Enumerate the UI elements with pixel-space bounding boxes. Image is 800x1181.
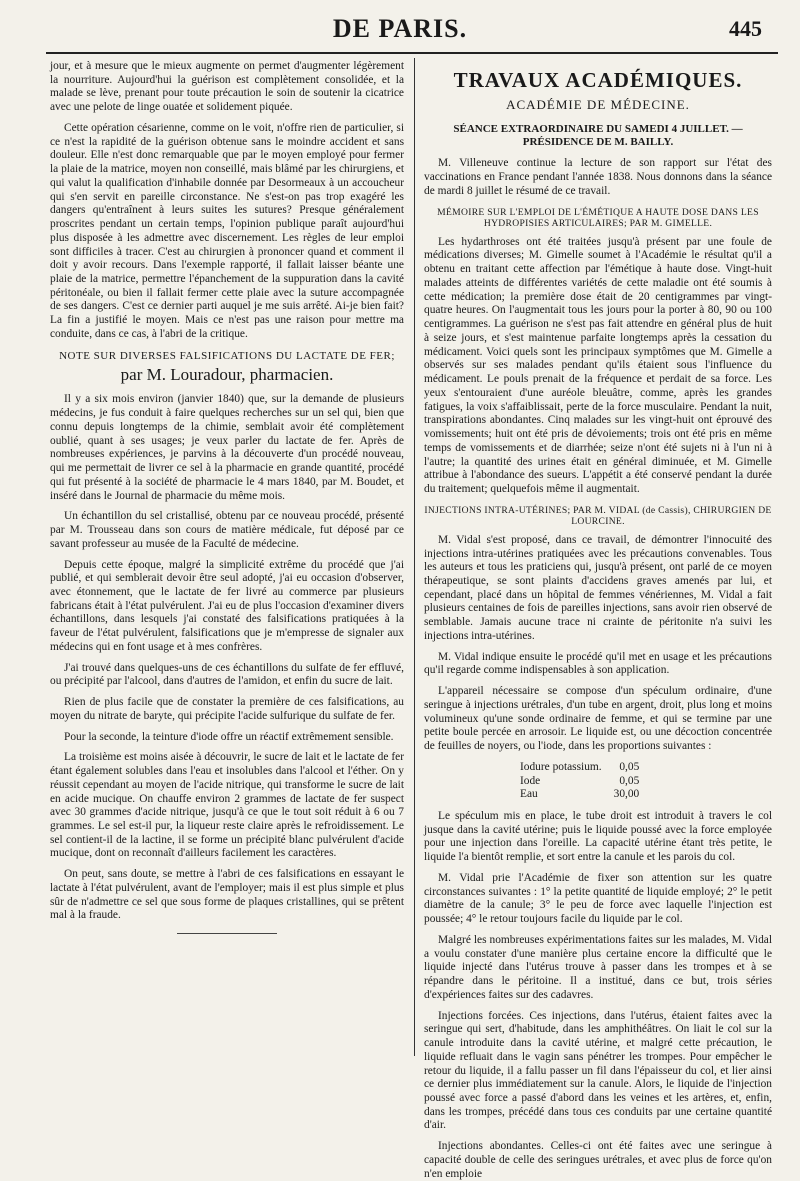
recipe-ingredient: Iodure potassium. bbox=[520, 760, 602, 773]
paragraph: Depuis cette époque, malgré la simplicité extrême du procédé que j'ai publié, et qui semblerait devoir être seul adopté, j'ai eu occasion d'observer, avec étonnement, que le lactate de fer livré au commerce par plusieurs fabricans était à l'état pulvérulent. J'ai eu de plus l'occasion d'examiner divers échantillons, dans lesquels j'ai constaté des falsifications pratiquées à la faveur de l'état pulvérulent, falsifications que je m'empresse de signaler aux médecins qui en font usage et à mes confrères. bbox=[50, 558, 404, 653]
column-divider bbox=[414, 58, 415, 1056]
paragraph: Malgré les nombreuses expérimentations faites sur les malades, M. Vidal a voulu constater d'une manière plus certaine encore la difficulté que le liquide injecté dans l'utérus trouve à passer dans les trompes et à se répandre dans le péritoine. Il a institué, dans ce but, trois séries d'expériences faites sur des cadavres. bbox=[424, 933, 772, 1001]
section-title: TRAVAUX ACADÉMIQUES. bbox=[453, 68, 743, 92]
paragraph: M. Vidal prie l'Académie de fixer son attention sur les quatre circonstances suivantes : 1° la petite quantité de liquide employé; 2° le petit diamètre de la canule; 3° le peu de force avec laquelle l'injection est poussée; 4° le retour toujours facile du liquide par le col. bbox=[424, 871, 772, 926]
session-heading: SÉANCE EXTRAORDINAIRE DU SAMEDI 4 JUILLET. — PRÉSIDENCE DE M. BAILLY. bbox=[453, 122, 743, 149]
running-title: DE PARIS. bbox=[332, 14, 468, 43]
recipe-amount: 0,05 bbox=[619, 760, 640, 773]
paragraph: M. Vidal s'est proposé, dans ce travail, de démontrer l'innocuité des injections intra-utérines pratiquées avec les précautions convenables. Tous les auteurs et tous les praticiens qui, jusqu'à présent, ont parlé de ce moyen thérapeutique, se sont plaints d'accidens graves amenés par lui, et cependant, placé dans un hôpital de femmes vénériennes, M. Vidal a fait plusieurs centaines de fois de pareilles injections, sans avoir rien observé de semblable. Jamais aucune trace ni crainte de péritonite n'a suivi les injections intra-utérines. bbox=[424, 533, 772, 642]
paragraph: L'appareil nécessaire se compose d'un spéculum ordinaire, d'une seringue à injections urétrales, d'un tube en argent, droit, plus long et moins volumineux qu'une sonde ordinaire de femme, et qui se termine par une petite boule percée en arrosoir. Le liquide est, ou une décoction concentrée de feuilles de noyers, ou l'iode, dans les proportions suivantes : bbox=[424, 685, 772, 753]
paragraph: M. Villeneuve continue la lecture de son rapport sur l'état des vaccinations en France pendant l'année 1838. Nous donnons dans la séance de mardi 8 juillet le résumé de ce travail. bbox=[424, 157, 772, 197]
page-number: 445 bbox=[729, 16, 762, 41]
paragraph: Le spéculum mis en place, le tube droit est introduit à travers le col jusque dans la cavité utérine; puis le liquide poussé avec la force employée pour une injection dans l'oreille. La capacité utérine étant très petite, le liquide l'a bientôt remplie, et sort entre la canule et les parois du col. bbox=[424, 810, 772, 864]
memoir-heading: INJECTIONS INTRA-UTÉRINES; PAR M. VIDAL (de Cassis), CHIRURGIEN DE LOURCINE. bbox=[424, 504, 772, 528]
page-header bbox=[0, 0, 800, 58]
recipe-row bbox=[514, 761, 645, 775]
paragraph: Les hydarthroses ont été traitées jusqu'à présent par une foule de médications diverses; M. Gimelle soumet à l'Académie le résultat qu'il a obtenu en traitant cette affection par l'émétique à haute dose. Vingt-huit malades atteints de différentes variétés de cette maladie ont été soumis à cette médication; la première dose était de 20 centigrammes par vingt-quatre heures. On l'augmentait tous les jours pour la porter à 80, 90 ou 100 centigrammes. La guérison ne s'est pas fait attendre en général plus de huit à seize jours, et s'est maintenue parfaite longtemps après la cessation du médicament. Voici quels sont les principaux symptômes que M. Gimelle a observés sur ses malades pendant qu'ils étaient sous l'influence du médicament. Le pouls prenait de la fréquence et perdait de sa force. Les yeux s'entouraient d'une auréole bleuâtre, comme, après les grandes fatigues, la voix s'affaiblissait, perte de la force musculaire. Pendant la nuit, transpirations abondantes. Cinq malades sur les vingt-huit ont éprouvé des vomissements; huit ont été pris de dévoiements; trois ont été pris en même temps de vomissements et de diarrhée; seize n'ont été sujets ni à l'un ni à l'autre; la quantité des urines était en général diminuée, et M. Gimelle attribue à l'abondance des sueurs. L'appétit a été conservé pendant la durée du traitement; quelquefois même il augmentait. bbox=[424, 235, 772, 495]
recipe-ingredient: Eau bbox=[520, 788, 538, 801]
article-title: NOTE SUR DIVERSES FALSIFICATIONS DU LACTATE DE FER; bbox=[59, 349, 395, 362]
paragraph: Injections forcées. Ces injections, dans l'utérus, étaient faites avec la seringue qui sert, d'habitude, dans les amphithéâtres. On liait le col sur la canule introduite dans la cavité utérine, et malgré cette précaution, le liquide refluait dans le vagin sans pénétrer les trompes. Pour empêcher le retour du liquide, il a fallu passer un fil dans l'épaisseur du col, et lier ainsi ce dernier plus immédiatement sur la canule. Alors, le liquide de l'injection poussé avec force a passé d'abord dans les veines et les artères, et, enfin, dans les trompes, précédé dans tous ces conduits par une certaine quantité d'air. bbox=[424, 1009, 772, 1132]
recipe-row bbox=[514, 775, 645, 789]
recipe-amount: 0,05 bbox=[619, 774, 640, 787]
paragraph: M. Vidal indique ensuite le procédé qu'il met en usage et les précautions qu'il regarde comme indispensables à son application. bbox=[424, 650, 772, 677]
left-column bbox=[50, 60, 404, 1056]
recipe-ingredient: Iode bbox=[520, 774, 541, 787]
paragraph: Pour la seconde, la teinture d'iode offre un réactif extrêmement sensible. bbox=[64, 730, 394, 743]
recipe-table bbox=[514, 761, 645, 802]
paragraph: Rien de plus facile que de constater la première de ces falsifications, au moyen du nitrate de baryte, qui précipite l'acide sulfurique du sulfate de fer. bbox=[50, 696, 404, 722]
paragraph: Un échantillon du sel cristallisé, obtenu par ce nouveau procédé, présenté par M. Trousseau dans son cours de matière médicale, fut déposé par ce savant professeur au musée de la Faculté de médecine. bbox=[50, 510, 404, 550]
recipe-row bbox=[514, 788, 645, 802]
memoir-heading: MÉMOIRE SUR L'EMPLOI DE L'ÉMÉTIQUE A HAUTE DOSE DANS LES HYDROPISIES ARTICULAIRES; PAR M. GIMELLE. bbox=[437, 206, 759, 230]
paragraph: J'ai trouvé dans quelques-uns de ces échantillons du sulfate de fer effluvé, ou précipité par l'alcool, dans d'autres de l'amidon, et enfin du sucre de lait. bbox=[50, 661, 404, 688]
recipe-amount: 30,00 bbox=[613, 788, 640, 801]
paragraph: La troisième est moins aisée à découvrir, le sucre de lait et le lactate de fer étant également solubles dans l'eau et insolubles dans l'alcool et l'éther. On y réussit cependant au moyen de l'acide nitrique, qui transforme le sucre de lait en acide mucique. On chauffe environ 2 grammes de lactate de fer suspect avec 30 grammes d'acide nitrique, jusqu'à ce que le tout soit réduit à 6 ou 7 grammes. Le sel est-il pur, la liqueur reste claire après le refroidissement. Le sel contient-il de la lactine, il se forme un précipité blanc pulvérulent d'acide mucique, dont on reconnaît d'ailleurs facilement les caractères. bbox=[50, 751, 404, 860]
header-rule bbox=[46, 52, 778, 54]
right-column bbox=[424, 60, 772, 1180]
paragraph: jour, et à mesure que le mieux augmente on permet d'augmenter légèrement la nourriture. Aujourd'hui la guérison est complètement consolidée, et la malade se lève, prenant pour toute précaution le soin de soutenir la cicatrice avec une pelote de linge ouatée et solidement piquée. bbox=[50, 60, 404, 114]
separator-rule bbox=[177, 933, 277, 934]
article-author: par M. Louradour, pharmacien. bbox=[120, 364, 334, 384]
paragraph: On peut, sans doute, se mettre à l'abri de ces falsifications en essayant le lactate à l'état pulvérulent, avant de l'employer; mais il est plus simple et plus sûr de n'admettre ce sel que sous forme de plaques cristallines, qui se prêtent mal à la fraude. bbox=[50, 868, 404, 922]
paragraph: Injections abondantes. Celles-ci ont été faites avec une seringue à capacité double de celle des seringues urétrales, et avec plus de force qu'on n'en emploie bbox=[424, 1140, 772, 1180]
section-subtitle: ACADÉMIE DE MÉDECINE. bbox=[506, 97, 690, 113]
paragraph: Il y a six mois environ (janvier 1840) que, sur la demande de plusieurs médecins, je fus conduit à faire quelques recherches sur un sel qui, bien que connu depuis longtemps de la chimie, semblait avoir été complètement oublié, quant à ses usages; je veux parler du lactate de fer. Après de nombreuses expériences, je parvins à la découverte d'un procédé nouveau, qui me permettait de livrer ce sel à la pharmacie en grande quantité, procédé qui fut présenté à la société de pharmacie le 4 mars 1840, par M. Boudet, et inséré dans le Journal de pharmacie du même mois. bbox=[50, 393, 404, 502]
paragraph: Cette opération césarienne, comme on le voit, n'offre rien de particulier, si ce n'est la rapidité de la guérison obtenue sans le moindre accident et sans douleur. Elle n'est donc remarquable que par le moyen employé pour fermer la plaie de la matrice, moyen non conseillé, mais blâmé par les chirurgiens, et qui valut la qualification d'inhabile donnée par Desormeaux à un accoucheur qui s'en servit en pareille circonstance. Ne s'est-on pas trop exagéré les dangers qu'entraînent à leurs suites les sutures? Presque généralement proscrites pendant un certain temps, l'opinion publique paraît aujourd'hui plus disposée à les admettre avec discernement. Les règles de leur emploi sont difficiles à tracer. C'est au chirurgien à prononcer quand et comment il doit y avoir recours. Dans l'exemple rapporté, il fallait laisser béante une plaie de la matrice, permettre l'épanchement de la suppuration dans la cavité péritonéale, ou bien il fallait fermer cette plaie avec la suture accompagnée de ses dangers. C'est ce dernier parti auquel je me suis arrêté. Ai-je bien fait? La fin a justifié le moyen. Mais ce n'est pas une raison pour mettre ma conduite, dans ce cas, à l'abri de la critique. bbox=[50, 121, 404, 340]
